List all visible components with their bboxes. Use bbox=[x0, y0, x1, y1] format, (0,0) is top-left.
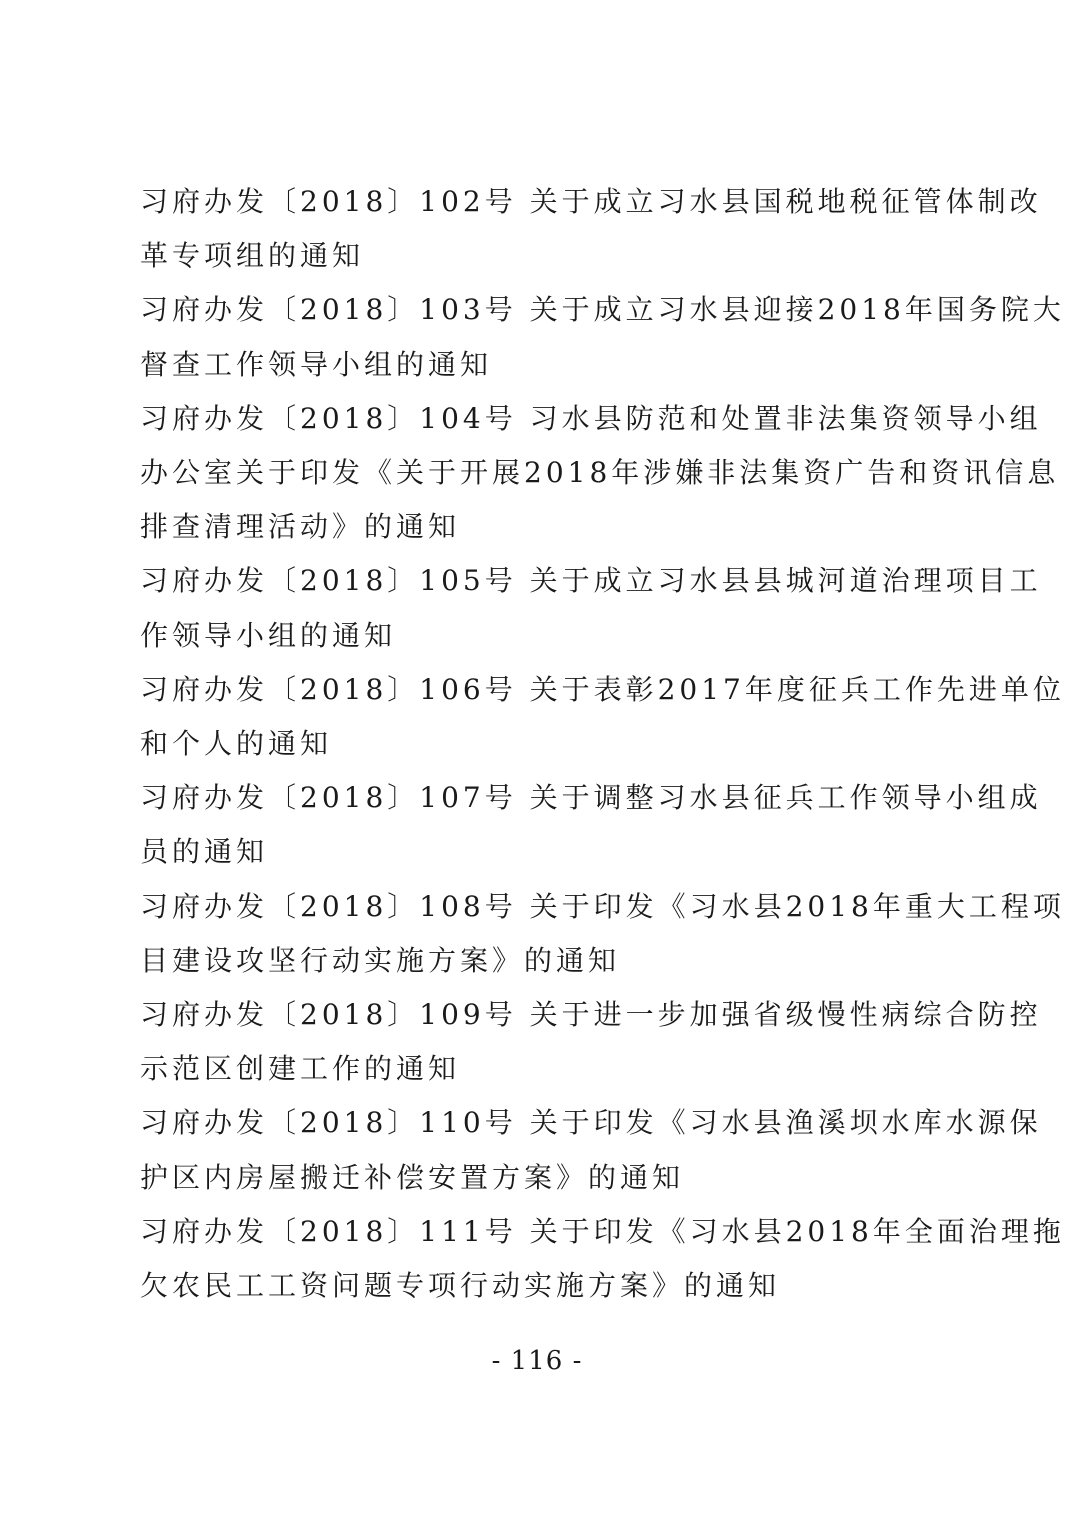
entry-line: 习府办发〔2018〕109号 关于进一步加强省级慢性病综合防控 bbox=[140, 998, 1042, 1032]
entry-line: 员的通知 bbox=[140, 835, 269, 869]
list-item bbox=[140, 1205, 1065, 1313]
page-number: - 116 - bbox=[491, 1346, 583, 1376]
entry-line: 习府办发〔2018〕110号 关于印发《习水县渔溪坝水库水源保 bbox=[140, 1106, 1042, 1140]
list-item bbox=[140, 175, 1042, 283]
entry-line: 习府办发〔2018〕104号 习水县防范和处置非法集资领导小组 bbox=[140, 401, 1042, 435]
list-item bbox=[140, 554, 1042, 662]
entry-line: 护区内房屋搬迁补偿安置方案》的通知 bbox=[140, 1160, 685, 1194]
entry-line: 目建设攻坚行动实施方案》的通知 bbox=[140, 943, 621, 977]
list-item bbox=[140, 663, 1065, 771]
entry-line: 排查清理活动》的通知 bbox=[140, 510, 461, 544]
entry-line: 作领导小组的通知 bbox=[140, 618, 397, 652]
entry-line: 革专项组的通知 bbox=[140, 239, 365, 273]
entry-line: 习府办发〔2018〕103号 关于成立习水县迎接2018年国务院大 bbox=[140, 293, 1065, 327]
entry-line: 示范区创建工作的通知 bbox=[140, 1052, 461, 1086]
list-item bbox=[140, 988, 1042, 1096]
list-item bbox=[140, 880, 1065, 988]
entry-line: 习府办发〔2018〕108号 关于印发《习水县2018年重大工程项 bbox=[140, 889, 1065, 923]
entry-line: 欠农民工工资问题专项行动实施方案》的通知 bbox=[140, 1269, 781, 1303]
entry-line: 习府办发〔2018〕107号 关于调整习水县征兵工作领导小组成 bbox=[140, 781, 1042, 815]
entry-line: 习府办发〔2018〕105号 关于成立习水县县城河道治理项目工 bbox=[140, 564, 1042, 598]
list-item bbox=[140, 392, 1060, 555]
entry-line: 习府办发〔2018〕106号 关于表彰2017年度征兵工作先进单位 bbox=[140, 672, 1065, 706]
entry-line: 习府办发〔2018〕102号 关于成立习水县国税地税征管体制改 bbox=[140, 185, 1042, 218]
document-list bbox=[140, 175, 1065, 1313]
list-item bbox=[140, 283, 1065, 391]
entry-line: 督查工作领导小组的通知 bbox=[140, 347, 493, 381]
list-item bbox=[140, 1096, 1042, 1204]
list-item bbox=[140, 771, 1042, 879]
entry-line: 习府办发〔2018〕111号 关于印发《习水县2018年全面治理拖 bbox=[140, 1214, 1065, 1248]
entry-line: 办公室关于印发《关于开展2018年涉嫌非法集资广告和资讯信息 bbox=[140, 456, 1060, 490]
entry-line: 和个人的通知 bbox=[140, 727, 333, 761]
